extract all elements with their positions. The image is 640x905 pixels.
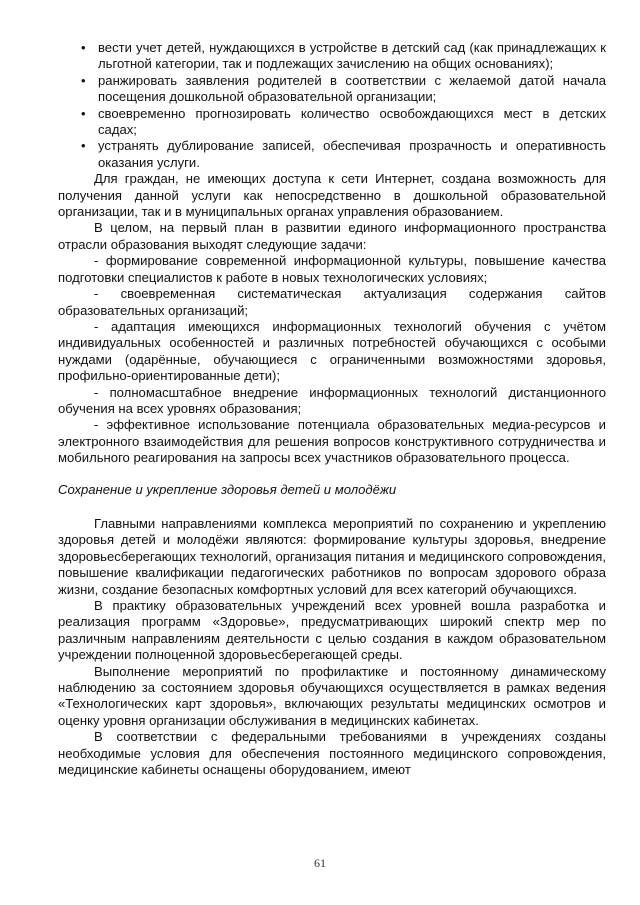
health-paragraph: Главными направлениями комплекса мероприятий по сохранению и укреплению здоровья детей и молодёжи являются: формирование культуры здоровья, внедрение здоровьесберегающих технологий, организация питания и медицинского сопровождения, повышение квалификации педагогических работников по вопросам здорового образа жизни, создание безопасных комфортных условий для всех категорий обучающихся. <box>58 515 606 597</box>
section-heading: Сохранение и укрепление здоровья детей и молодёжи <box>58 481 397 497</box>
health-paragraph: В практику образовательных учреждений всех уровней вошла разработка и реализация программ «Здоровье», предусматривающих широкий спектр мер по различным направлениям деятельности с целью создания в каждом образовательном учреждении полноценной здоровьесберегающей среды. <box>58 598 606 663</box>
task-item: - адаптация имеющихся информационных технологий обучения с учётом индивидуальных особенностей и различных потребностей обучающихся с особыми нуждами (одарённые, обучающиеся с ограниченными возможностями здоровья, профильно-ориентированные дети); <box>58 318 606 384</box>
bullet-item <box>58 40 606 73</box>
bullet-text: устранять дублирование записей, обеспечивая прозрачность и оперативность оказания услуги. <box>98 138 606 170</box>
bullet-text: вести учет детей, нуждающихся в устройстве в детский сад (как принадлежащих к льготной категории, так и подлежащих зачислению на общих основаниях); <box>98 40 606 72</box>
bullet-item <box>58 73 606 106</box>
page-number: 61 <box>314 856 326 870</box>
paragraph-internet: Для граждан, не имеющих доступа к сети Интернет, создана возможность для получения данной услуги как непосредственно в дошкольной образовательной организации, так и в муниципальных органах управления образованием. <box>58 171 606 220</box>
bullet-item <box>58 138 606 171</box>
bullet-item <box>58 106 606 139</box>
bullet-text: ранжировать заявления родителей в соответствии с желаемой датой начала посещения дошкольной образовательной организации; <box>98 72 606 105</box>
task-item: - эффективное использование потенциала образовательных медиа-ресурсов и электронного взаимодействия для решения вопросов конструктивного сотрудничества и мобильного реагирования на запросы всех участников образовательного процесса. <box>58 417 606 466</box>
bullet-icon: • <box>81 138 86 154</box>
task-item: - полномасштабное внедрение информационных технологий дистанционного обучения на всех уровнях образования; <box>58 384 606 416</box>
bullet-icon: • <box>81 105 86 121</box>
health-paragraph: В соответствии с федеральными требованиями в учреждениях созданы необходимые условия для обеспечения постоянного медицинского сопровождения, медицинские кабинеты оснащены оборудованием, имеют <box>58 729 606 778</box>
bullet-icon: • <box>81 40 86 55</box>
paragraph-tasks-intro: В целом, на первый план в развитии единого информационного пространства отрасли образования выходят следующие задачи: <box>58 220 606 252</box>
health-paragraph: Выполнение мероприятий по профилактике и постоянному динамическому наблюдению за состоянием здоровья обучающихся осуществляется в рамках ведения «Технологических карт здоровья», включающих результаты медицинских осмотров и оценку уровня организации обслуживания в медицинских кабинетах. <box>58 663 606 728</box>
bullet-icon: • <box>81 72 86 88</box>
task-item: - своевременная систематическая актуализация содержания сайтов образовательных организаций; <box>58 286 606 318</box>
task-item: - формирование современной информационной культуры, повышение качества подготовки специалистов к работе в новых технологических условиях; <box>58 253 606 285</box>
bullet-list <box>58 40 606 171</box>
bullet-text: своевременно прогнозировать количество освобождающихся мест в детских садах; <box>98 105 606 138</box>
page-content <box>58 40 606 778</box>
